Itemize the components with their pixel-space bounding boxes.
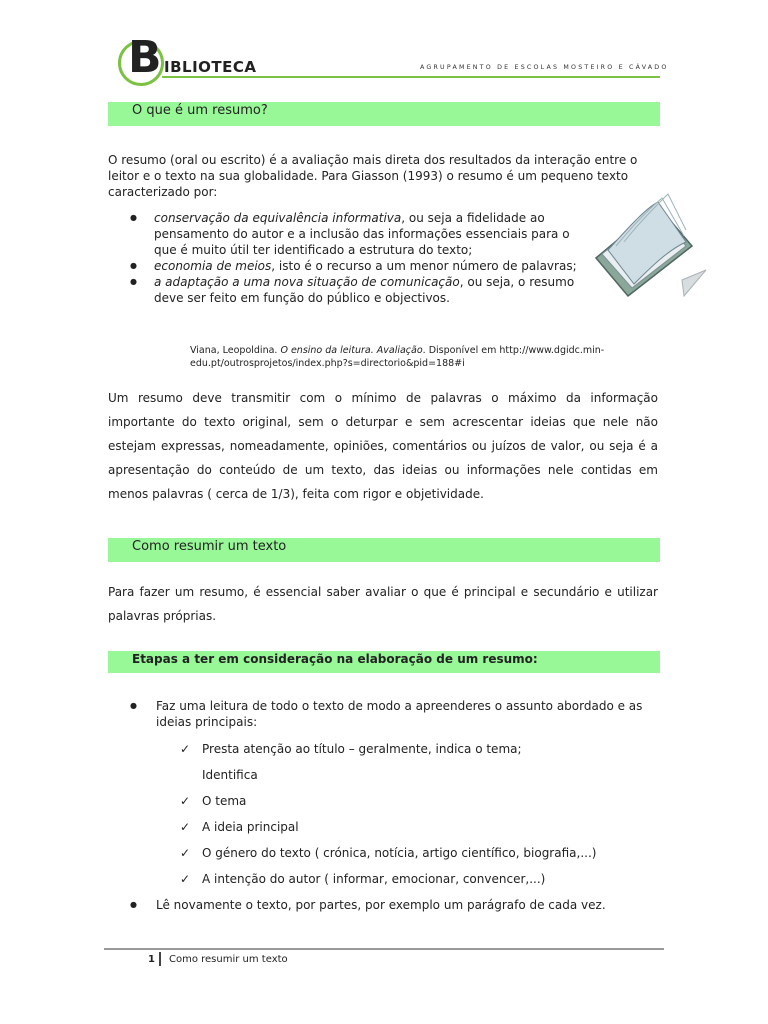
header-rule [162,76,660,78]
check-icon: ✓ [180,794,191,808]
school-name: AGRUPAMENTO DE ESCOLAS MOSTEIRO E CÁVADO [420,64,669,71]
book-icon [588,188,712,300]
steps-bullet-2 [108,897,660,913]
checklist-item [180,820,299,834]
list-item-emphasis: conservação da equivalência informativa [154,211,402,225]
list-item-emphasis: economia de meios [154,259,272,273]
summary-paragraph: Um resumo deve transmitir com o mínimo de palavras o máximo da informação importante do texto original, sem o deturpar e sem acrescentar ideias que nele não estejam expressas, nomeadamente, opiniões, comentários ou juízos de valor, ou seja é a apresentação do conteúdo de um texto, das ideias ou informações nele contidas em menos palavras ( cerca de 1/3), feita com rigor e objetividade. [108,391,658,501]
checklist-item-text: A ideia principal [202,820,299,834]
identifica-label: Identifica [202,768,258,782]
logo-text: IBLIOTECA [164,58,257,76]
checklist-item [180,794,247,808]
list-item [108,258,586,274]
list-item [108,274,586,306]
checklist-item [180,846,597,860]
how-to-paragraph: Para fazer um resumo, é essencial saber avaliar o que é principal e secundário e utilizar palavras próprias. [108,585,658,623]
footer-divider [159,952,161,966]
bullet-dot: ● [130,701,137,710]
checklist-item-text: A intenção do autor ( informar, emocionar, convencer,...) [202,872,546,886]
list-item-text: , isto é o recurso a um menor número de palavras; [271,259,577,273]
bullet-dot: ● [130,900,137,909]
checklist-item-text: Presta atenção ao título – geralmente, indica o tema; [202,742,522,756]
logo-letter: B [128,32,162,83]
steps-bullet-1-text: Faz uma leitura de todo o texto de modo a apreenderes o assunto abordado e as ideias principais: [156,699,643,729]
check-icon: ✓ [180,872,191,886]
citation-title: O ensino da leitura. Avaliação [280,345,423,356]
footer-title: Como resumir um texto [169,954,288,965]
page-number: 1 [148,954,155,965]
citation-author: Viana, Leopoldina. [190,345,281,356]
section-title-resumo: O que é um resumo? [108,102,660,126]
checklist-item [180,872,546,886]
list-item-emphasis: a adaptação a uma nova situação de comunicação [154,275,460,289]
characteristics-list [108,210,586,306]
intro-paragraph: O resumo (oral ou escrito) é a avaliação mais direta dos resultados da interação entre o leitor e o texto na sua globalidade. Para Giasson (1993) o resumo é um pequeno texto caracterizado por: [108,153,638,199]
check-icon: ✓ [180,820,191,834]
citation-url: . Disponível em http://www.dgidc.min-edu.pt/outrosprojetos/index.php?s=directorio&pid=188#i [190,345,605,369]
checklist-item-text: O género do texto ( crónica, notícia, artigo científico, biografia,...) [202,846,597,860]
checklist-item-text: O tema [202,794,247,808]
list-item-text: , ou seja, o resumo deve ser feito em função do público e objectivos. [154,275,575,305]
checklist-item [180,742,522,756]
check-icon: ✓ [180,742,191,756]
footer-rule [104,948,664,950]
list-item [108,210,586,258]
section-title-etapas: Etapas a ter em consideração na elaboração de um resumo: [108,651,660,673]
steps-bullet-1 [108,698,660,730]
section-title-como-resumir: Como resumir um texto [108,538,660,562]
check-icon: ✓ [180,846,191,860]
list-item-text: , ou seja a fidelidade ao pensamento do autor e a inclusão das informações essenciais para o que é muito útil ter identificado a estrutura do texto; [154,211,570,257]
citation [190,344,660,370]
steps-bullet-2-text: Lê novamente o texto, por partes, por exemplo um parágrafo de cada vez. [156,898,606,912]
